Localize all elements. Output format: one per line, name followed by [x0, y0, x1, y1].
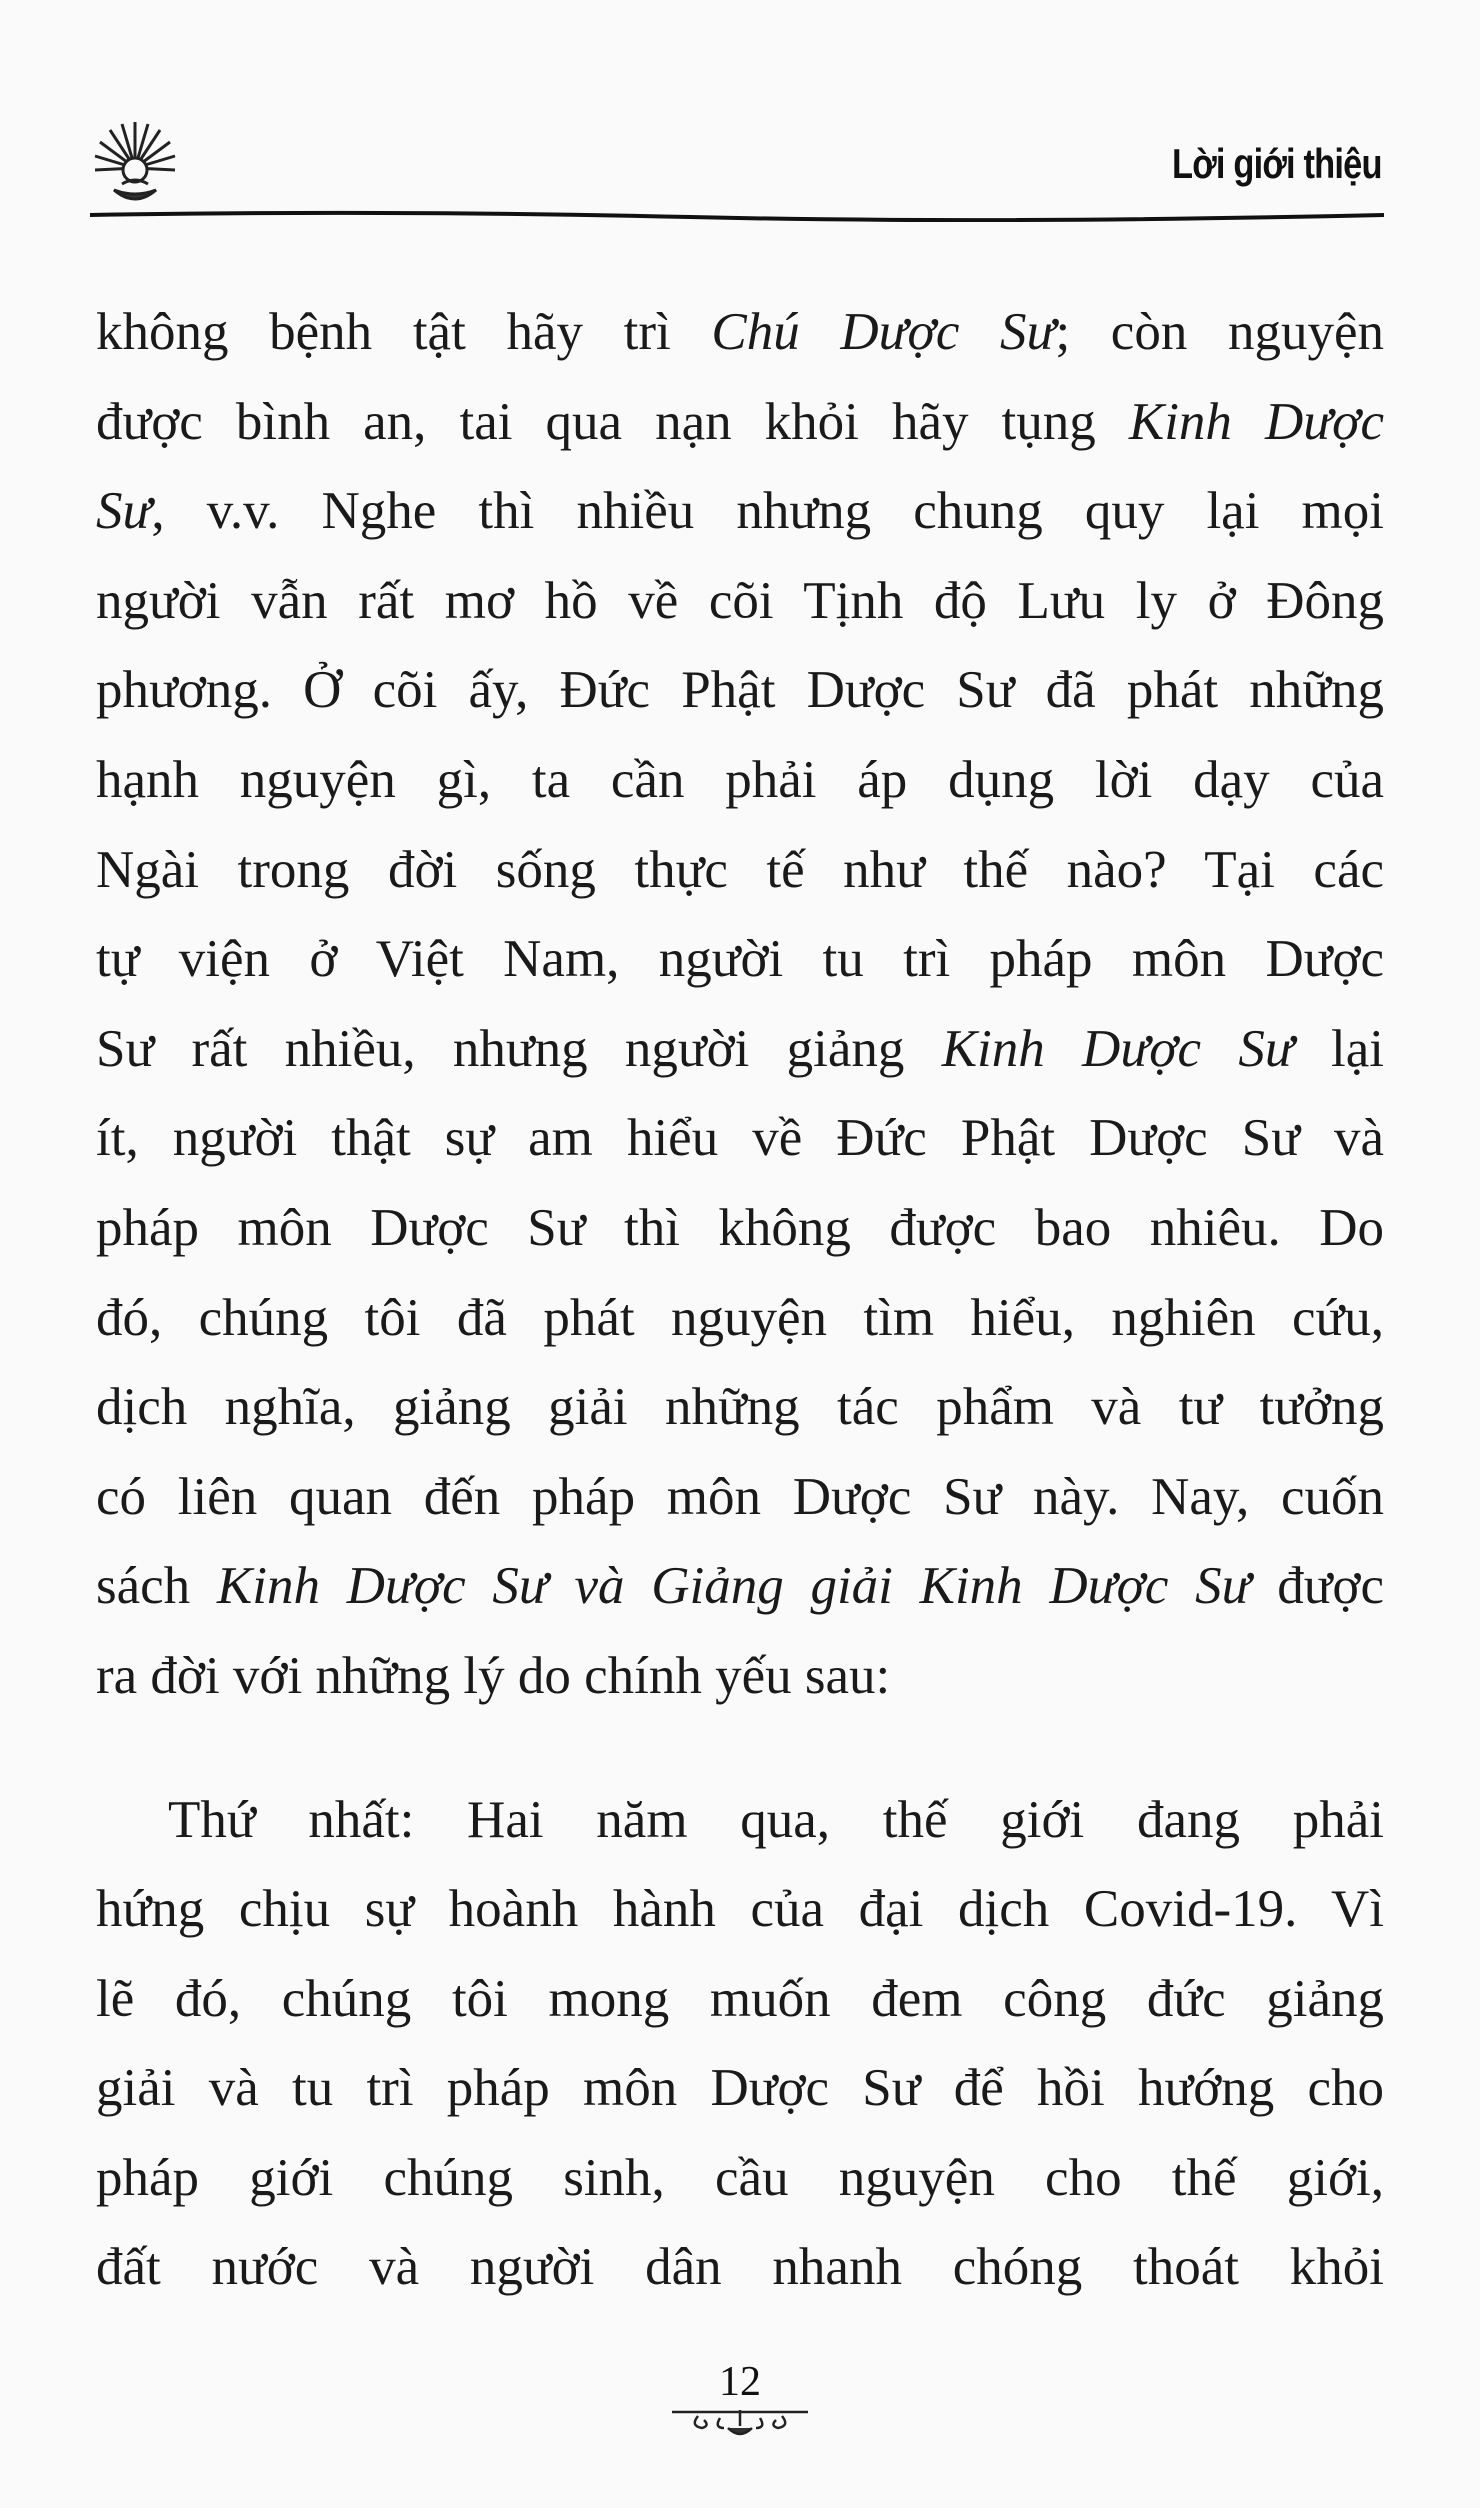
text-line	[96, 2134, 1384, 2224]
running-header-title: Lời giới thiệu	[1172, 140, 1382, 187]
text-line	[96, 826, 1384, 916]
text-segment: dịch nghĩa, giảng giải những tác phẩm và tư tưởng	[96, 1378, 1384, 1437]
text-segment: pháp môn Dược Sư thì không được bao nhiêu. Do	[96, 1198, 1384, 1257]
text-segment: hứng chịu sự hoành hành của đại dịch Covid-19. Vì	[96, 1880, 1384, 1939]
text-line	[96, 2044, 1384, 2134]
text-segment: lại	[1293, 1019, 1384, 1078]
text-segment: ra đời với những lý do chính yếu sau:	[96, 1646, 891, 1705]
text-line	[96, 467, 1384, 557]
text-line	[96, 1184, 1384, 1274]
text-segment: được bình an, tai qua nạn khỏi hãy tụng	[96, 392, 1129, 451]
text-line	[96, 378, 1384, 468]
text-segment: được	[1250, 1557, 1384, 1616]
paragraph	[96, 1776, 1384, 2314]
paragraph-gap	[96, 1722, 1384, 1776]
text-segment: đó, chúng tôi đã phát nguyện tìm hiểu, nghiên cứu,	[96, 1288, 1384, 1347]
text-line	[96, 736, 1384, 826]
text-line	[96, 557, 1384, 647]
page-number: 12	[719, 2359, 761, 2405]
italic-title: Sư	[96, 482, 152, 541]
text-segment: sách	[96, 1557, 217, 1616]
body-text	[96, 288, 1384, 2313]
text-segment: Sư rất nhiều, nhưng người giảng	[96, 1019, 942, 1078]
text-segment: Thứ nhất: Hai năm qua, thế giới đang phải	[168, 1790, 1384, 1849]
text-segment: pháp giới chúng sinh, cầu nguyện cho thế giới,	[96, 2148, 1384, 2207]
text-line	[96, 646, 1384, 736]
text-segment: ít, người thật sự am hiểu về Đức Phật Dược Sư và	[96, 1109, 1384, 1168]
text-line	[96, 1865, 1384, 1955]
text-segment: ; còn nguyện	[1055, 303, 1385, 361]
text-line	[96, 1363, 1384, 1453]
italic-title: Kinh Dược Sư	[941, 1019, 1294, 1078]
text-line	[96, 1955, 1384, 2045]
text-segment: không bệnh tật hãy trì	[96, 303, 712, 361]
text-line	[96, 915, 1384, 1005]
text-line	[96, 1453, 1384, 1543]
text-segment: , v.v. Nghe thì nhiều nhưng chung quy lại mọi	[151, 482, 1384, 541]
header-rule	[90, 208, 1384, 222]
text-line	[96, 2223, 1384, 2313]
text-segment: lẽ đó, chúng tôi mong muốn đem công đức giảng	[96, 1969, 1384, 2028]
text-line	[96, 1776, 1384, 1866]
text-segment: giải và tu trì pháp môn Dược Sư để hồi hướng cho	[96, 2059, 1384, 2118]
italic-title: Kinh Dược Sư và Giảng giải Kinh Dược Sư	[216, 1557, 1251, 1616]
text-segment: phương. Ở cõi ấy, Đức Phật Dược Sư đã phát những	[96, 661, 1384, 720]
text-line	[96, 288, 1384, 378]
text-segment: người vẫn rất mơ hồ về cõi Tịnh độ Lưu ly ở Đông	[96, 571, 1384, 630]
text-line	[96, 1274, 1384, 1364]
text-line	[96, 1632, 1384, 1722]
lotus-logo-icon	[92, 118, 178, 210]
text-segment: có liên quan đến pháp môn Dược Sư này. Nay, cuốn	[96, 1467, 1384, 1526]
italic-title: Kinh Dược	[1128, 392, 1384, 451]
text-segment: hạnh nguyện gì, ta cần phải áp dụng lời dạy của	[96, 750, 1384, 809]
page-ornament-icon	[668, 2406, 812, 2440]
italic-title: Chú Dược Sư	[711, 303, 1056, 361]
text-segment: tự viện ở Việt Nam, người tu trì pháp môn Dược	[96, 930, 1384, 989]
text-line	[96, 1094, 1384, 1184]
text-segment: Ngài trong đời sống thực tế như thế nào? Tại các	[96, 840, 1384, 899]
paragraph	[96, 288, 1384, 1722]
text-segment: đất nước và người dân nhanh chóng thoát khỏi	[96, 2238, 1384, 2297]
text-line	[96, 1005, 1384, 1095]
text-line	[96, 1542, 1384, 1632]
